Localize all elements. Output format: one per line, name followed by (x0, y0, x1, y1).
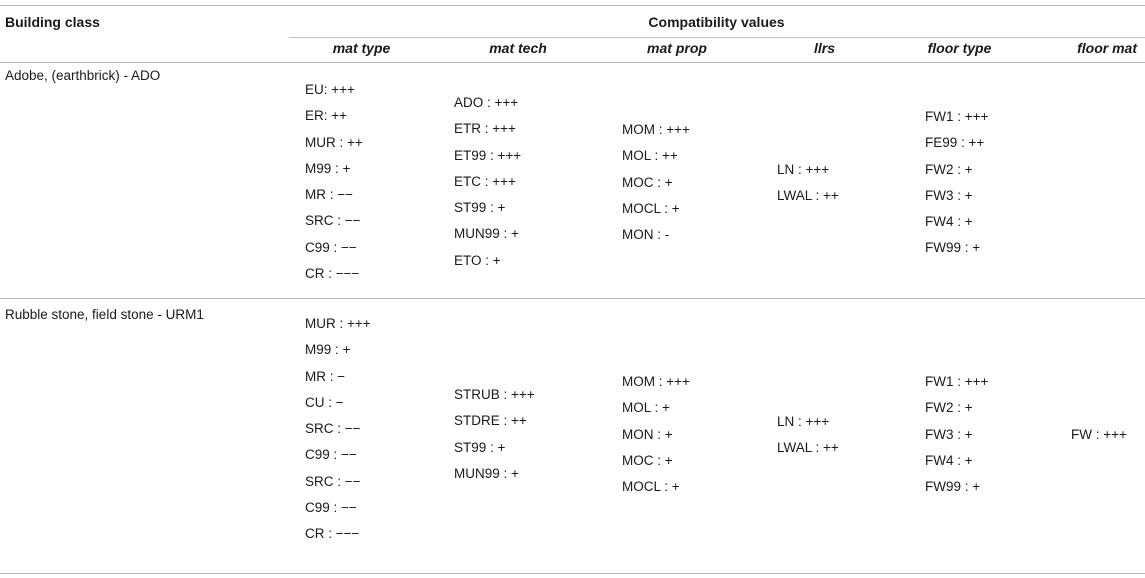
row-separator-rule (0, 298, 1145, 299)
compatibility-entry: FW3 : + (925, 187, 973, 203)
compatibility-entry: FW4 : + (925, 452, 973, 468)
compatibility-entry: ETR : +++ (454, 121, 516, 137)
compatibility-entry: MOC : + (622, 452, 673, 468)
compatibility-entry: EU: +++ (305, 82, 355, 97)
compatibility-entry: LN : +++ (777, 414, 830, 429)
column-header-mat-type: mat type (332, 40, 391, 56)
cell-floor-type (925, 369, 988, 500)
compatibility-entry: CU : − (305, 394, 344, 410)
column-header-floor-type: floor type (927, 40, 992, 56)
compatibility-entry: C99 : −− (305, 500, 357, 516)
cell-mat-tech (454, 382, 535, 487)
compatibility-entry: STDRE : ++ (454, 413, 527, 429)
compatibility-entry: LN : +++ (777, 162, 830, 177)
cell-mat-prop (622, 117, 690, 248)
compatibility-entry: MOM : +++ (622, 374, 690, 389)
compatibility-entry: FW4 : + (925, 214, 973, 230)
cell-floor-type (925, 104, 988, 262)
compatibility-entry: FW2 : + (925, 161, 973, 177)
compatibility-entry: MOC : + (622, 174, 673, 190)
compatibility-entry: FW3 : + (925, 426, 973, 442)
column-header-floor-mat: floor mat (1077, 40, 1137, 56)
compatibility-entry: SRC : −− (305, 213, 361, 229)
column-header-mat-prop: mat prop (647, 40, 707, 56)
cell-mat-type (305, 311, 371, 548)
building-class-header: Building class (5, 14, 100, 30)
compatibility-entry: M99 : + (305, 342, 351, 358)
building-class-adobe: Adobe, (earthbrick) - ADO (5, 68, 161, 83)
compatibility-entry: ST99 : + (454, 200, 506, 216)
compatibility-entry: MUN99 : + (454, 465, 519, 481)
compatibility-entry: ETC : +++ (454, 173, 516, 189)
compatibility-entry: MOL : + (622, 400, 670, 416)
compatibility-entry: FW2 : + (925, 400, 973, 416)
compatibility-entry: CR : −−− (305, 526, 360, 542)
compatibility-entry: MON : + (622, 426, 673, 442)
compatibility-entry: CR : −−− (305, 266, 360, 282)
cell-mat-prop (622, 369, 690, 500)
cell-llrs (777, 409, 839, 462)
compatibility-entry: M99 : + (305, 160, 351, 176)
cell-mat-tech (454, 90, 521, 274)
compatibility-entry: MON : - (622, 227, 670, 243)
compatibility-entry: FE99 : ++ (925, 135, 985, 151)
compatibility-entry: MOL : ++ (622, 148, 678, 164)
compatibility-entry: MUR : ++ (305, 134, 363, 150)
compatibility-entry: ER: ++ (305, 108, 348, 124)
compatibility-entry: ADO : +++ (454, 95, 519, 110)
compatibility-entry: FW1 : +++ (925, 374, 989, 389)
column-header-mat-tech: mat tech (489, 40, 547, 56)
cell-llrs (777, 157, 839, 210)
compatibility-entry: ETO : + (454, 252, 501, 268)
compatibility-entry: MOM : +++ (622, 122, 690, 137)
header-bottom-rule (0, 62, 1145, 63)
compatibility-entry: MUR : +++ (305, 316, 371, 331)
compatibility-entry: C99 : −− (305, 447, 357, 463)
table-top-rule (0, 5, 1145, 6)
compatibility-entry: LWAL : ++ (777, 440, 839, 456)
table-bottom-rule (0, 573, 1145, 574)
column-header-llrs: llrs (813, 40, 835, 56)
compatibility-entry: MUN99 : + (454, 226, 519, 242)
compatibility-entry: ST99 : + (454, 439, 506, 455)
building-class-rubble-stone: Rubble stone, field stone - URM1 (5, 307, 204, 322)
compatibility-entry: FW1 : +++ (925, 109, 989, 124)
compatibility-entry: LWAL : ++ (777, 188, 839, 204)
compatibility-entry: ET99 : +++ (454, 147, 522, 163)
compatibility-entry: MOCL : + (622, 200, 680, 216)
compatibility-entry: STRUB : +++ (454, 387, 535, 402)
compatibility-header-rule (289, 37, 1145, 38)
cell-mat-type (305, 77, 363, 287)
compatibility-entry: FW99 : + (925, 479, 981, 495)
compatibility-entry: MR : −− (305, 187, 354, 203)
compatibility-entry: MR : − (305, 368, 346, 384)
compatibility-entry: MOCL : + (622, 479, 680, 495)
compatibility-values-header: Compatibility values (648, 14, 785, 30)
compatibility-entry: SRC : −− (305, 473, 361, 489)
compatibility-entry: FW : +++ (1071, 427, 1127, 442)
compatibility-entry: C99 : −− (305, 239, 357, 255)
compatibility-entry: SRC : −− (305, 421, 361, 437)
compatibility-entry: FW99 : + (925, 240, 981, 256)
cell-floor-mat (1071, 422, 1127, 448)
